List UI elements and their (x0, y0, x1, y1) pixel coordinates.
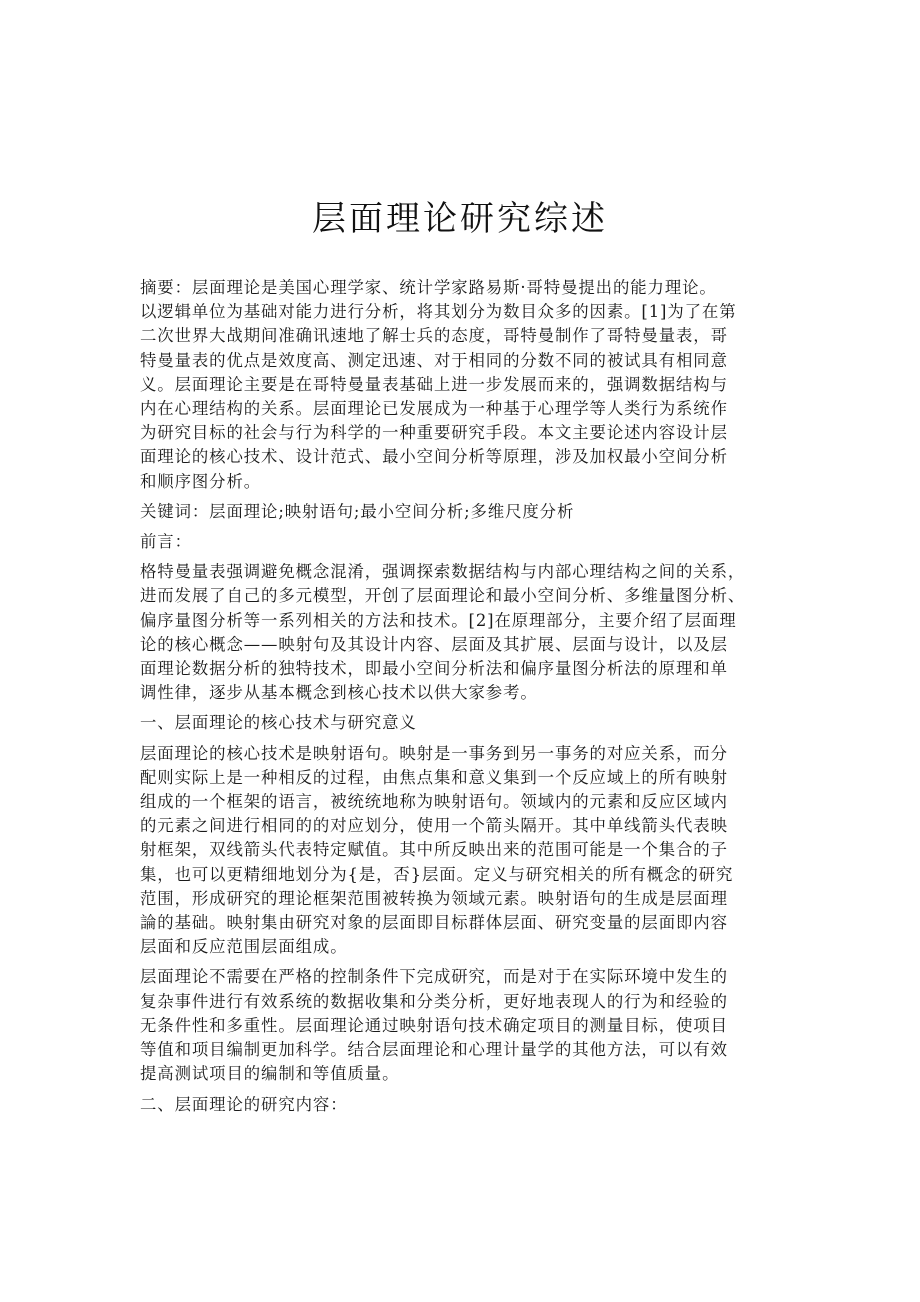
text-line: 范围，形成研究的理论框架范围被转换为领域元素。映射语句的生成是层面理 (140, 888, 728, 908)
heading-line: 二、层面理论的研究内容： (140, 1094, 348, 1114)
text-line: 二次世界大战期间准确讯速地了解士兵的态度，哥特曼制作了哥特曼量表，哥 (140, 326, 728, 346)
text-line: 层面理论的核心技术是映射语句。映射是一事务到另一事务的对应关系，而分 (140, 743, 728, 763)
text-line: 面理论数据分析的独特技术，即最小空间分析法和偏序量图分析法的原理和单 (140, 659, 728, 679)
heading-line: 前言： (140, 532, 192, 552)
section-1-heading (140, 711, 782, 735)
preface-paragraph (140, 560, 782, 705)
text-line: 为研究目标的社会与行为科学的一种重要研究手段。本文主要论述内容设计层 (140, 423, 728, 443)
text-line: 组成的一个框架的语言，被统统地称为映射语句。领域内的元素和反应区域内 (140, 792, 728, 812)
text-line: 以逻辑单位为基础对能力进行分析，将其划分为数目众多的因素。[1]为了在第 (140, 302, 737, 322)
text-line: 无条件性和多重性。层面理论通过映射语句技术确定项目的测量目标，使项目 (140, 1015, 728, 1035)
text-line: 和顺序图分析。 (140, 471, 262, 491)
document-body (140, 276, 782, 1123)
keywords-paragraph (140, 500, 782, 524)
text-line: 调性律，逐步从基本概念到核心技术以供大家参考。 (140, 683, 538, 703)
text-line: 层面理论不需要在严格的控制条件下完成研究，而是对于在实际环境中发生的 (140, 967, 728, 987)
document-title: 层面理论研究综述 (312, 198, 608, 239)
text-line: 义。层面理论主要是在哥特曼量表基础上进一步发展而来的，强调数据结构与 (140, 374, 728, 394)
text-line: 论的核心概念——映射句及其设计内容、层面及其扩展、层面与设计，以及层 (140, 634, 728, 654)
text-line: 集，也可以更精细地划分为{是，否}层面。定义与研究相关的所有概念的研究 (140, 864, 734, 884)
section-1-paragraph-1 (140, 742, 782, 960)
text-line: 复杂事件进行有效系统的数据收集和分类分析，更好地表现人的行为和经验的 (140, 991, 728, 1011)
text-line: 論的基础。映射集由研究对象的层面即目标群体层面、研究变量的层面即内容 (140, 913, 728, 933)
text-line: 提高测试项目的编制和等值质量。 (140, 1064, 400, 1084)
section-2-heading (140, 1093, 782, 1117)
text-line: 格特曼量表强调避免概念混淆，强调探索数据结构与内部心理结构之间的关系， (140, 562, 746, 582)
text-line: 层面和反应范围层面组成。 (140, 937, 348, 957)
text-line: 配则实际上是一种相反的过程，由焦点集和意义集到一个反应域上的所有映射 (140, 767, 728, 787)
abstract-paragraph (140, 276, 782, 494)
text-line: 的元素之间进行相同的的对应划分，使用一个箭头隔开。其中单线箭头代表映 (140, 816, 728, 836)
text-line: 摘要：层面理论是美国心理学家、统计学家路易斯·哥特曼提出的能力理论。 (140, 278, 717, 297)
section-1-paragraph-2 (140, 965, 782, 1086)
text-line: 等值和项目编制更加科学。结合层面理论和心理计量学的其他方法，可以有效 (140, 1040, 728, 1060)
preface-heading (140, 530, 782, 554)
heading-line: 一、层面理论的核心技术与研究意义 (140, 713, 417, 733)
text-line: 面理论的核心技术、设计范式、最小空间分析等原理，涉及加权最小空间分析 (140, 447, 728, 467)
text-line: 内在心理结构的关系。层面理论已发展成为一种基于心理学等人类行为系统作 (140, 399, 728, 419)
text-line: 进而发展了自己的多元模型，开创了层面理论和最小空间分析、多维量图分析、 (140, 586, 746, 606)
text-line: 特曼量表的优点是效度高、测定迅速、对于相同的分数不同的被试具有相同意 (140, 350, 728, 370)
text-line: 射框架，双线箭头代表特定赋值。其中所反映出来的范围可能是一个集合的子 (140, 840, 728, 860)
keywords-line: 关键词：层面理论;映射语句;最小空间分析;多维尺度分析 (140, 501, 575, 521)
text-line: 偏序量图分析等一系列相关的方法和技术。[2]在原理部分，主要介绍了层面理 (140, 610, 737, 630)
